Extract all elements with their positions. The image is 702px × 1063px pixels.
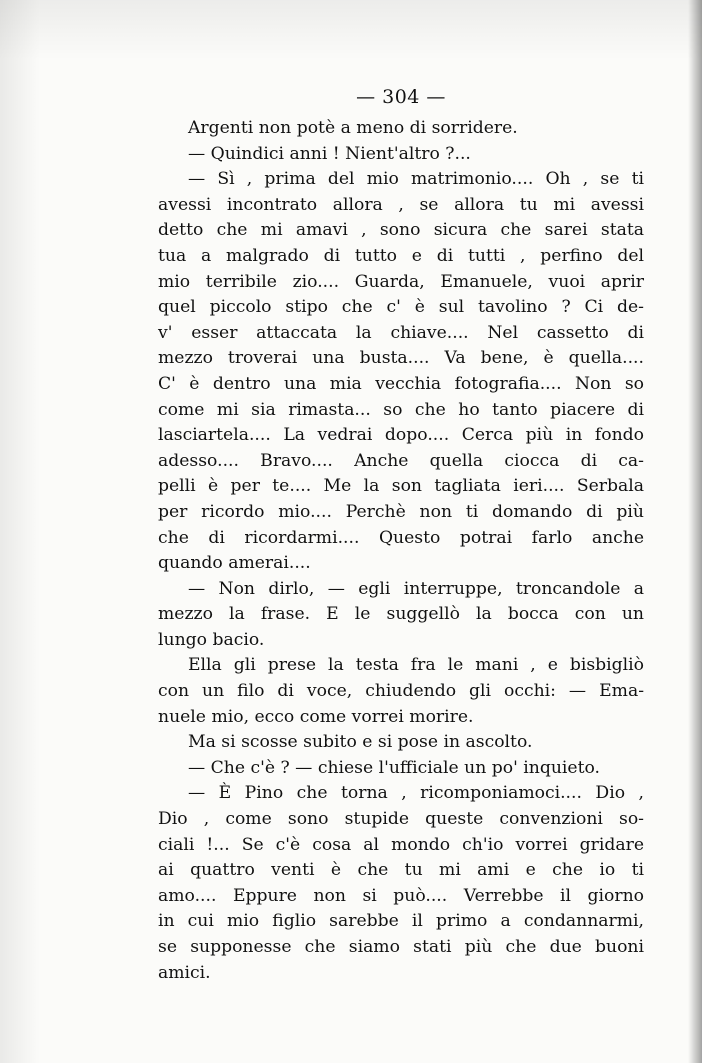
text-line: — Che c'è ? — chiese l'ufficiale un po' inquieto. (188, 757, 601, 778)
text-line: con un filo di voce, chiudendo gli occhi: — Ema- (158, 681, 644, 702)
text-line: lasciartela.... La vedrai dopo.... Cerca più in fondo (158, 425, 644, 446)
text-body (158, 116, 644, 986)
page-right-edge (688, 0, 702, 1063)
text-line: Argenti non potè a meno di sorridere. (188, 118, 518, 138)
text-line: mio terribile zio.... Guarda, Emanuele, vuoi aprir (158, 271, 644, 292)
page-number: — 304 — (356, 86, 446, 108)
text-line: mezzo troverai una busta.... Va bene, è quella.... (158, 348, 644, 369)
text-line: in cui mio figlio sarebbe il primo a condannarmi, (158, 911, 644, 932)
text-line: adesso.... Bravo.... Anche quella ciocca di ca- (158, 450, 644, 471)
page-top-shadow (0, 0, 702, 60)
text-line: avessi incontrato allora , se allora tu mi avessi (158, 194, 644, 215)
text-line: quando amerai.... (158, 553, 311, 574)
text-line: per ricordo mio.... Perchè non ti domando di più (158, 501, 644, 522)
text-line: — Sì , prima del mio matrimonio.... Oh , se ti (188, 169, 644, 190)
text-line: se supponesse che siamo stati più che due buoni (158, 937, 644, 957)
text-line: C' è dentro una mia vecchia fotografia.... Non so (158, 373, 644, 394)
page-left-shadow (0, 0, 40, 1063)
text-line: Dio , come sono stupide queste convenzioni so- (158, 809, 644, 830)
text-line: quel piccolo stipo che c' è sul tavolino ? Ci de- (158, 297, 644, 318)
text-line: — Quindici anni ! Nient'altro ?... (188, 143, 471, 164)
text-line: mezzo la frase. E le suggellò la bocca con un (158, 604, 644, 625)
text-line: — Non dirlo, — egli interruppe, troncandole a (188, 578, 644, 599)
text-line: nuele mio, ecco come vorrei morire. (158, 706, 474, 727)
text-line: lungo bacio. (158, 629, 265, 650)
text-line: — È Pino che torna , ricomponiamoci.... Dio , (188, 783, 644, 804)
text-line: ciali !... Se c'è cosa al mondo ch'io vorrei gridare (158, 834, 644, 855)
text-line: che di ricordarmi.... Questo potrai farlo anche (158, 527, 644, 548)
text-line: ai quattro venti è che tu mi ami e che io ti (158, 860, 644, 881)
text-line: amo.... Eppure non si può.... Verrebbe il giorno (158, 885, 644, 906)
text-line: tua a malgrado di tutto e di tutti , perfino del (158, 245, 644, 266)
text-line: come mi sia rimasta... so che ho tanto piacere di (158, 399, 644, 420)
text-line: detto che mi amavi , sono sicura che sarei stata (158, 220, 644, 241)
text-line: Ma si scosse subito e si pose in ascolto. (188, 732, 533, 753)
text-line: Ella gli prese la testa fra le mani , e bisbigliò (188, 655, 644, 676)
text-line: pelli è per te.... Me la son tagliata ieri.... Serbala (158, 476, 644, 497)
text-line: v' esser attaccata la chiave.... Nel cassetto di (158, 322, 644, 343)
text-line: amici. (158, 962, 211, 983)
